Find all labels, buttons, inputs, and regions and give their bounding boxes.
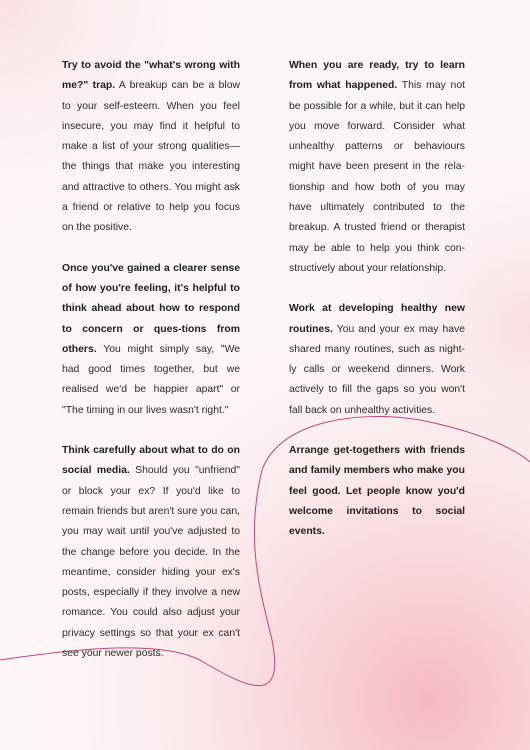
paragraph-body: You might simply say, "We had good times together, but we realised we'd be happier apart" or "The timing in our lives wasn't right."	[62, 343, 240, 416]
paragraph-heading: Think carefully about what to do on social media.	[62, 445, 240, 477]
paragraph-social-media	[62, 441, 240, 664]
paragraph-heading: Work at developing healthy new routines.	[289, 303, 465, 335]
paragraph-body: A breakup can be a blow to your self-esteem. When you feel insecure, you may find it helpful to make a list of your strong qualities—the things that make you interesting and attractive to others. You might ask a friend or relative to help you focus on the positive.	[62, 80, 240, 234]
paragraph-learn-from-it	[289, 56, 465, 279]
paragraph-avoid-trap	[62, 56, 240, 239]
paragraph-heading: Arrange get-togethers with friends and family members who make you feel good. Let people know you'd welcome invitations to social events.	[289, 445, 465, 538]
left-column	[62, 56, 240, 684]
paragraph-heading: Once you've gained a clearer sense of how you're feeling, it's helpful to think ahead about how to respond to concern or ques-tions from others.	[62, 262, 240, 355]
paragraph-get-togethers	[289, 441, 465, 542]
right-column	[289, 56, 465, 563]
paragraph-body: This may not be possible for a while, but it can help you move forward. Consider what unhealthy patterns or behaviours might have been present in the rela-tionship and how both of you may have ultimately contributed to the breakup. A trusted friend or therapist may be able to help you think con-structively about your relationship.	[289, 80, 465, 274]
paragraph-body: Should you "unfriend" or block your ex? If you'd like to remain friends but aren't sure you can, you may wait until you've adjusted to the change before you decide. In the meantime, consider hiding your ex's posts, especially if they involve a new romance. You could also adjust your privacy settings so that your ex can't see your newer posts.	[62, 465, 240, 660]
paragraph-healthy-routines	[289, 299, 465, 421]
paragraph-body: You and your ex may have shared many routines, such as night-ly calls or weekend dinners. Work actively to fill the gaps so you won't fall back on unhealthy activities.	[289, 323, 465, 416]
paragraph-heading: When you are ready, try to learn from what happened.	[289, 60, 465, 92]
paragraph-heading: Try to avoid the "what's wrong with me?" trap.	[62, 60, 240, 92]
paragraph-respond-to-concern	[62, 259, 240, 421]
